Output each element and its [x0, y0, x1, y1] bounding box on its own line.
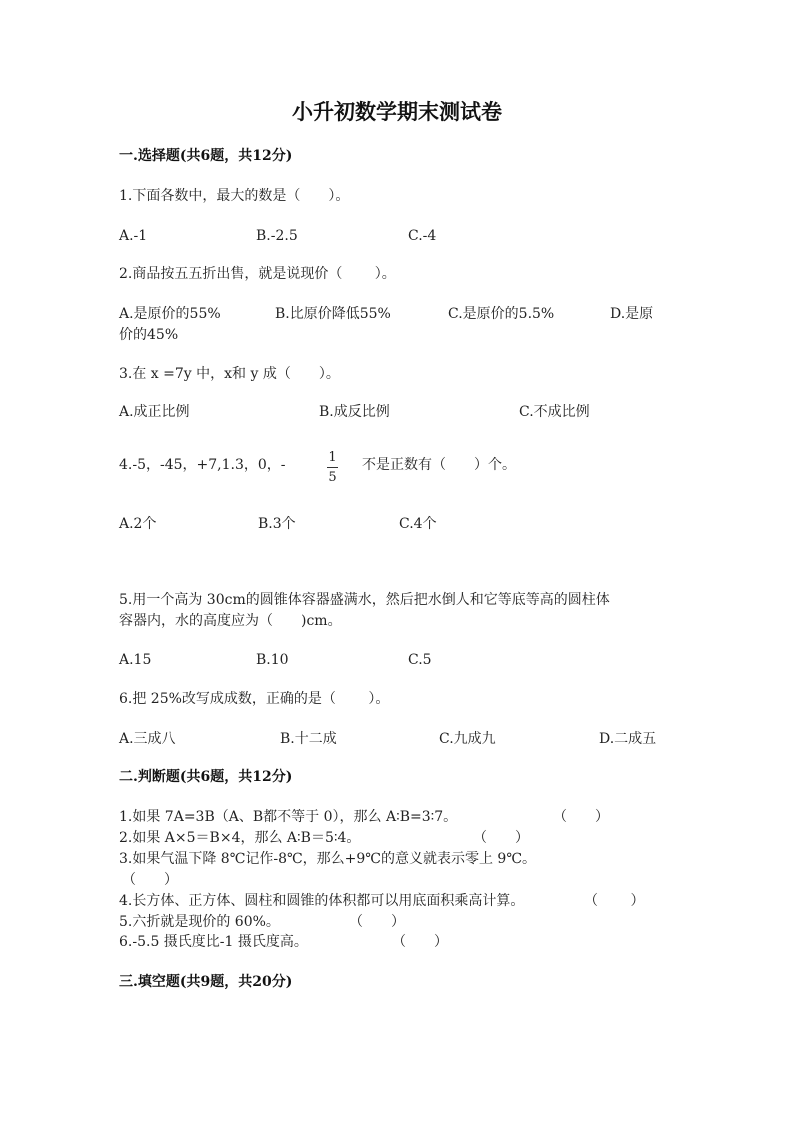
judge-item-5: 5.六折就是现价的 60%。: [119, 914, 280, 930]
question-6-option-a: A.三成八: [119, 731, 176, 747]
judge-item-1: 1.如果 7A=3B（A、B都不等于 0），那么 A∶B=3∶7。: [119, 809, 458, 825]
question-2-option-c: C.是原价的5.5%: [448, 306, 555, 322]
question-4-stem-prefix: 4.-5，-45，+7,1.3，0，-: [119, 457, 286, 473]
question-1-stem: 1.下面各数中，最大的数是（ ）。: [119, 188, 350, 204]
question-4-stem-suffix: 不是正数有（ ）个。: [362, 457, 516, 473]
question-3-option-c: C.不成比例: [519, 404, 590, 420]
page-title: 小升初数学期末测试卷: [292, 99, 502, 124]
judge-item-1-paren: （ ）: [553, 809, 609, 825]
question-3-option-a: A.成正比例: [119, 404, 190, 420]
question-2-option-d-cont: 价的45%: [119, 327, 179, 343]
judge-item-4-paren: （ ）: [584, 893, 645, 909]
question-3-option-b: B.成反比例: [319, 404, 390, 420]
question-6-option-d: D.二成五: [599, 731, 657, 747]
question-4-option-c: C.4个: [399, 516, 437, 532]
judge-item-3: 3.如果气温下降 8℃记作-8℃，那么+9℃的意义就表示零上 9℃。: [119, 851, 536, 867]
question-6-option-b: B.十二成: [280, 731, 337, 747]
fraction-bar: [327, 467, 338, 468]
question-1-option-b: B.-2.5: [256, 228, 298, 244]
question-2-option-a: A.是原价的55%: [119, 306, 221, 322]
question-3-stem: 3.在 x =7y 中，x和 y 成（ ）。: [119, 366, 340, 382]
fraction-denominator: 5: [328, 470, 337, 485]
question-5-stem-line1: 5.用一个高为 30cm的圆锥体容器盛满水，然后把水倒人和它等底等高的圆柱体: [119, 592, 610, 608]
question-5-option-a: A.15: [119, 652, 152, 668]
question-2-option-d: D.是原: [610, 306, 654, 322]
question-2-option-b: B.比原价降低55%: [275, 306, 391, 322]
question-5-option-b: B.10: [256, 652, 289, 668]
question-1-option-c: C.-4: [408, 228, 437, 244]
question-4-fraction: [327, 451, 338, 484]
question-4-option-b: B.3个: [258, 516, 296, 532]
judge-item-5-paren: （ ）: [349, 914, 405, 930]
judge-item-3-paren: （ ）: [122, 872, 178, 888]
section2-heading: 二.判断题(共6题，共12分): [119, 769, 293, 785]
section1-heading: 一.选择题(共6题，共12分): [119, 148, 293, 164]
judge-item-2: 2.如果 A×5＝B×4，那么 A∶B＝5∶4。: [119, 830, 361, 846]
question-1-option-a: A.-1: [119, 228, 148, 244]
judge-item-2-paren: （ ）: [473, 830, 529, 846]
question-6-stem: 6.把 25%改写成成数，正确的是（ ）。: [119, 691, 390, 707]
question-5-option-c: C.5: [408, 652, 432, 668]
fraction-numerator: 1: [328, 450, 337, 465]
question-5-stem-line2: 容器内，水的高度应为（ )cm。: [119, 613, 342, 629]
judge-item-4: 4.长方体、正方体、圆柱和圆锥的体积都可以用底面积乘高计算。: [119, 893, 525, 909]
question-4-option-a: A.2个: [119, 516, 157, 532]
judge-item-6: 6.-5.5 摄氏度比-1 摄氏度高。: [119, 934, 308, 950]
question-6-option-c: C.九成九: [439, 731, 496, 747]
section3-heading: 三.填空题(共9题，共20分): [119, 974, 293, 990]
judge-item-6-paren: （ ）: [392, 934, 448, 950]
question-2-stem: 2.商品按五五折出售，就是说现价（ ）。: [119, 266, 396, 282]
